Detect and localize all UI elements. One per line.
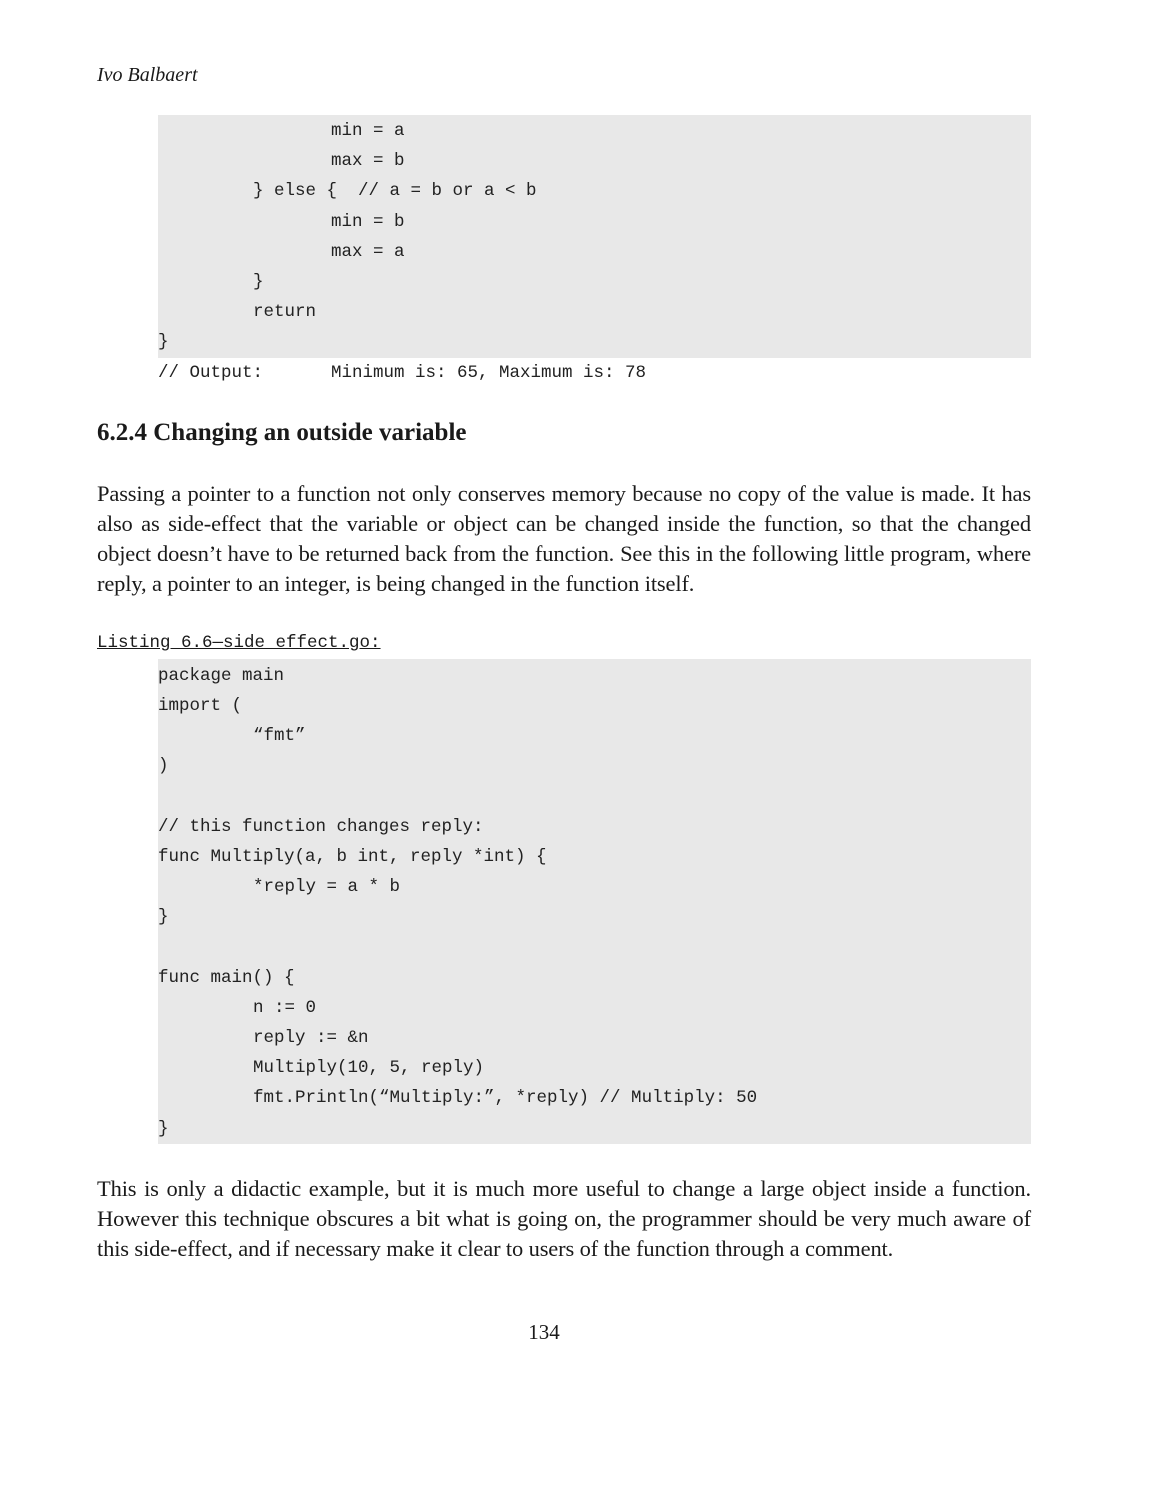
- output-label: // Output:: [158, 362, 264, 383]
- code-line: // this function changes reply:: [158, 816, 484, 837]
- body-paragraph-1: Passing a pointer to a function not only conserves memory because no copy of the value is made. It has also as side-effect that the variable or object can be changed inside the function, so that the changed object doesn’t have to be returned back from the function. See this in the following little program, where reply, a pointer to an integer, is being changed in the function itself.: [97, 480, 1031, 597]
- code-line: }: [158, 332, 169, 353]
- code-line: ): [158, 756, 169, 777]
- code-line: “fmt”: [253, 726, 306, 747]
- code-line: return: [253, 302, 317, 323]
- body-paragraph-2: This is only a didactic example, but it is much more useful to change a large object inside a function. However this technique obscures a bit what is going on, the programmer should be very much aware of this side-effect, and if necessary make it clear to users of the function through a comment.: [97, 1175, 1031, 1262]
- code-block-continued: [158, 115, 1031, 358]
- code-line: }: [158, 1118, 169, 1139]
- code-line: max = a: [331, 241, 405, 262]
- code-line: } else { // a = b or a < b: [253, 181, 537, 202]
- code-line: }: [253, 272, 264, 293]
- code-line: package main: [158, 665, 285, 686]
- code-line: *reply = a * b: [253, 877, 401, 898]
- output-value: Minimum is: 65, Maximum is: 78: [331, 362, 647, 383]
- code-line: Multiply(10, 5, reply): [253, 1058, 485, 1079]
- code-line: func Multiply(a, b int, reply *int) {: [158, 846, 547, 867]
- code-line: n := 0: [253, 997, 317, 1018]
- code-line: max = b: [331, 151, 405, 172]
- code-line: [158, 932, 1031, 962]
- output-comment-line: [158, 358, 1031, 388]
- section-heading: 6.2.4 Changing an outside variable: [97, 418, 467, 446]
- code-line: fmt.Println(“Multiply:”, *reply) // Multiply: 50: [253, 1088, 758, 1109]
- code-block-side-effect: [158, 659, 1031, 1144]
- running-head-author: Ivo Balbaert: [97, 64, 198, 86]
- code-line: reply := &n: [253, 1028, 369, 1049]
- page-number: 134: [528, 1320, 560, 1345]
- listing-caption: Listing 6.6—side_effect.go:: [97, 632, 381, 653]
- code-line: func main() {: [158, 967, 295, 988]
- code-line: min = a: [331, 121, 405, 141]
- code-line: min = b: [331, 211, 405, 232]
- page: [0, 63, 1031, 1385]
- code-line: [158, 781, 1031, 811]
- code-line: }: [158, 907, 169, 928]
- code-line: import (: [158, 695, 243, 716]
